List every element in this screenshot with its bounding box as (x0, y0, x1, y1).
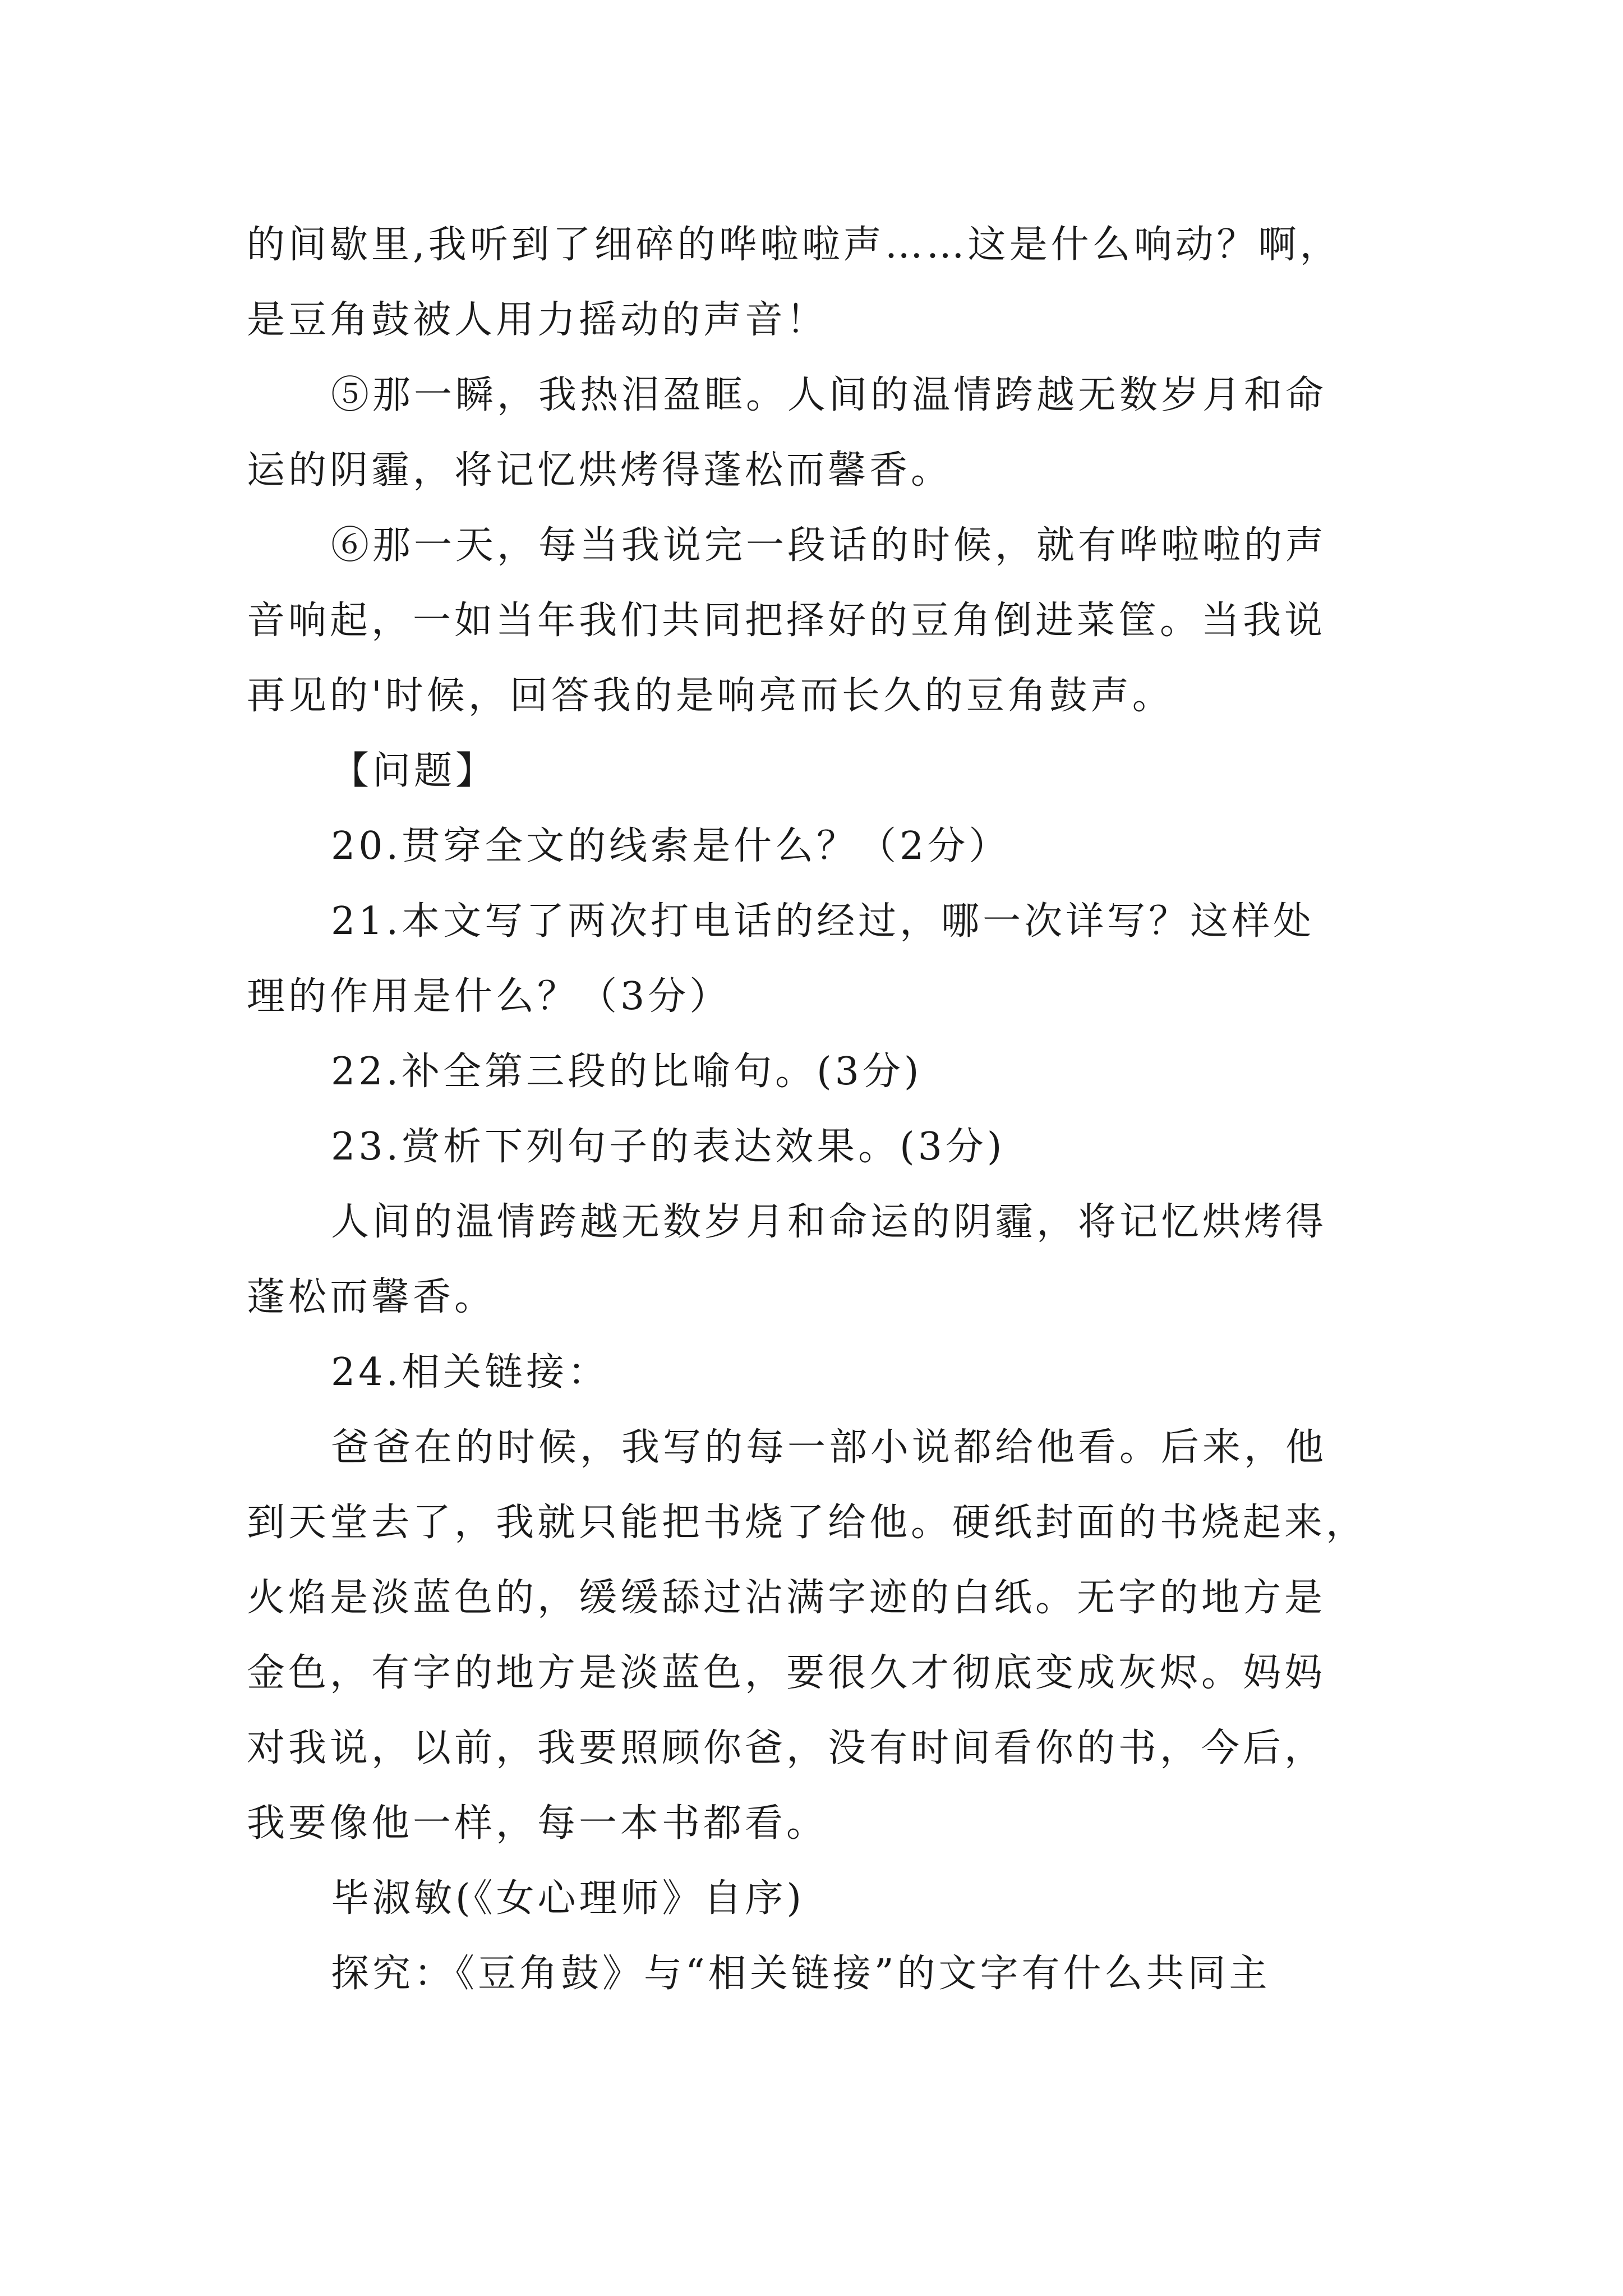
text-line: ⑥那一天，每当我说完一段话的时候，就有哗啦啦的声 (331, 523, 1327, 568)
text-line: 再见的'时候，回答我的是响亮而长久的豆角鼓声。 (247, 674, 1174, 718)
source-citation: 毕淑敏(《女心理师》自序) (331, 1876, 805, 1921)
text-line: 火焰是淡蓝色的，缓缓舔过沾满字迹的白纸。无字的地方是 (247, 1576, 1326, 1620)
text-line: 是豆角鼓被人用力摇动的声音！ (247, 298, 828, 342)
text-line: 蓬松而馨香。 (247, 1275, 496, 1319)
text-line: 运的阴霾，将记忆烘烤得蓬松而馨香。 (247, 448, 953, 493)
text-line: ⑤那一瞬，我热泪盈眶。人间的温情跨越无数岁月和命 (331, 373, 1327, 417)
question-20: 20.贯穿全文的线索是什么？（2分） (331, 824, 1011, 868)
question-22: 22.补全第三段的比喻句。(3分) (331, 1050, 923, 1094)
section-heading: 【问题】 (331, 749, 497, 793)
question-24: 24.相关链接： (331, 1350, 610, 1395)
quoted-sentence: 人间的温情跨越无数岁月和命运的阴霾，将记忆烘烤得 (331, 1200, 1327, 1244)
text-line: 理的作用是什么？（3分） (247, 974, 731, 1019)
question-21: 21.本文写了两次打电话的经过，哪一次详写？这样处 (331, 899, 1315, 944)
text-line: 探究：《豆角鼓》与“相关链接”的文字有什么共同主 (331, 1952, 1271, 1996)
text-line: 对我说，以前，我要照顾你爸，没有时间看你的书，今后， (247, 1726, 1326, 1770)
text-line: 的间歇里,我听到了细碎的哗啦啦声……这是什么响动？啊， (247, 223, 1341, 267)
text-line: 爸爸在的时候，我写的每一部小说都给他看。后来，他 (331, 1425, 1327, 1470)
text-line: 到天堂去了，我就只能把书烧了给他。硬纸封面的书烧起来， (247, 1501, 1368, 1545)
text-line: 我要像他一样，每一本书都看。 (247, 1801, 828, 1846)
text-line: 金色，有字的地方是淡蓝色，要很久才彻底变成灰烬。妈妈 (247, 1651, 1326, 1695)
question-23: 23.赏析下列句子的表达效果。(3分) (331, 1125, 1006, 1169)
text-line: 音响起，一如当年我们共同把择好的豆角倒进菜筐。当我说 (247, 599, 1326, 643)
